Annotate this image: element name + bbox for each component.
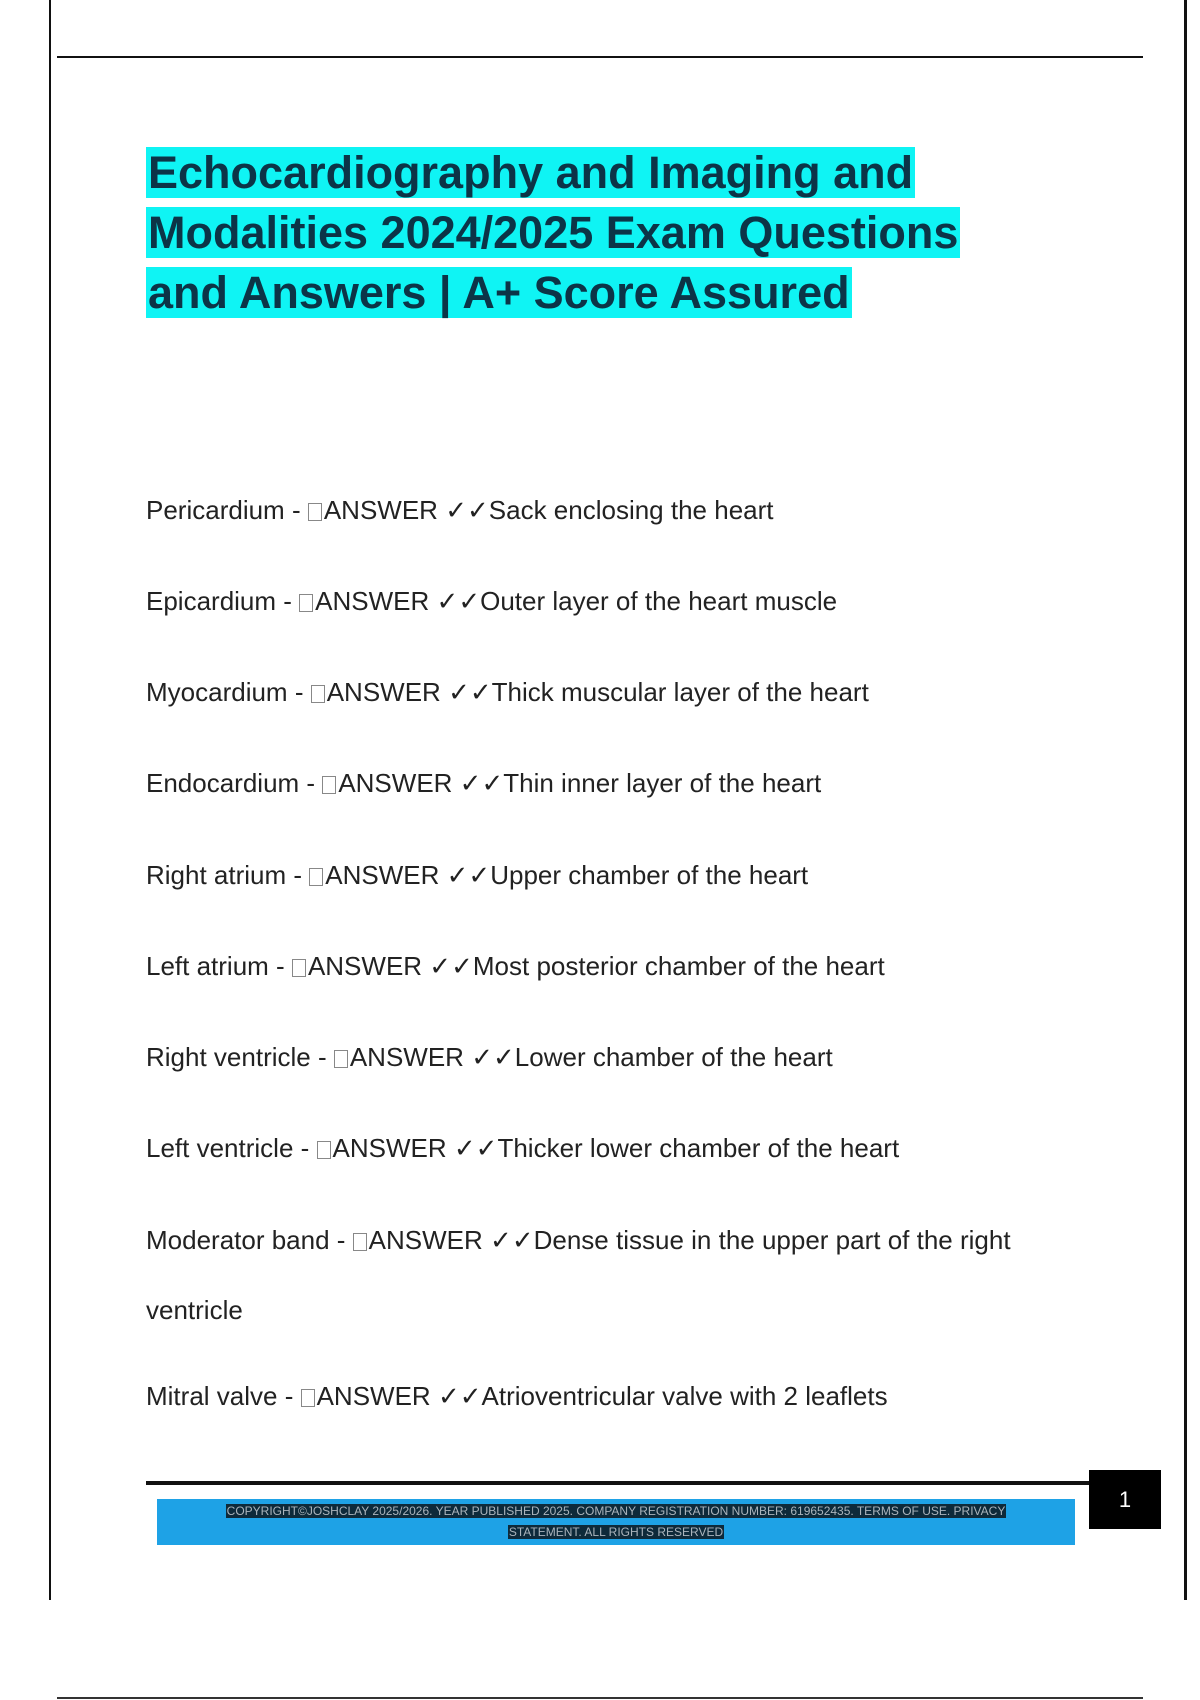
qa-separator: - [268,951,292,981]
qa-item [146,931,1106,1001]
missing-glyph-box-icon [299,594,313,612]
qa-answer-label: ANSWER [368,1225,483,1255]
qa-term: Moderator band [146,1225,330,1255]
header-rule [57,56,1143,58]
footer-rule [146,1481,1091,1485]
qa-separator: - [293,1133,317,1163]
missing-glyph-box-icon [309,868,323,886]
qa-answer-label: ANSWER [307,951,423,981]
qa-term: Left atrium [146,951,269,981]
qa-answer-label: ANSWER [349,1042,464,1072]
qa-term: Epicardium [146,586,277,616]
qa-answer: Outer layer of the heart muscle [480,586,838,616]
qa-answer-label: ANSWER [332,1133,447,1163]
qa-answer-label: ANSWER [316,1381,431,1411]
qa-answer-label: ANSWER [323,495,438,525]
qa-answer: Thicker lower chamber of the heart [497,1133,900,1163]
qa-item [146,1205,1106,1345]
missing-glyph-box-icon [311,685,325,703]
qa-separator: - [284,495,308,525]
document-title [146,143,1086,323]
qa-item [146,475,1106,545]
qa-term: Endocardium [146,768,300,798]
qa-term: Pericardium [146,495,285,525]
qa-answer-label: ANSWER [338,768,453,798]
checkmark-icon: ✓✓ [490,1225,534,1255]
qa-separator: - [276,586,300,616]
missing-glyph-box-icon [334,1050,348,1068]
checkmark-icon: ✓✓ [436,586,481,616]
qa-answer: Atrioventricular valve with 2 leaflets [481,1381,888,1411]
checkmark-icon: ✓✓ [445,495,489,525]
qa-separator: - [287,677,311,707]
qa-answer: Thick muscular layer of the heart [491,677,869,707]
checkmark-icon: ✓✓ [437,1381,482,1411]
qa-item [146,566,1106,636]
title-line-3: and Answers | A+ Score Assured [148,267,850,318]
qa-answer: Most posterior chamber of the heart [472,951,885,981]
qa-answer: Dense tissue in the upper part of the right ventricle [146,1225,1011,1325]
qa-term: Myocardium [146,677,288,707]
qa-answer-label: ANSWER [325,860,440,890]
page-number: 1 [1089,1470,1161,1529]
qa-separator: - [277,1381,301,1411]
missing-glyph-box-icon [317,1141,331,1159]
page-border-right [1184,0,1187,1600]
qa-term: Mitral valve [146,1381,278,1411]
missing-glyph-box-icon [322,776,336,794]
missing-glyph-box-icon [292,959,306,977]
qa-item [146,1113,1106,1183]
qa-item [146,1361,1106,1431]
checkmark-icon: ✓✓ [453,1133,498,1163]
qa-answer-label: ANSWER [326,677,441,707]
copyright-line-1: COPYRIGHT©JOSHCLAY 2025/2026. YEAR PUBLISHED 2025. COMPANY REGISTRATION NUMBER: 619652435. TERMS OF USE. PRIVACY [226,1504,1006,1518]
checkmark-icon: ✓✓ [429,951,473,981]
missing-glyph-box-icon [308,503,322,521]
qa-item [146,748,1106,818]
title-line-1: Echocardiography and Imaging and [148,147,914,198]
qa-term: Left ventricle [146,1133,294,1163]
qa-answer: Upper chamber of the heart [490,860,809,890]
missing-glyph-box-icon [353,1233,367,1251]
page-border-left [49,0,51,1600]
qa-term: Right atrium [146,860,287,890]
qa-separator: - [286,860,310,890]
qa-item [146,1022,1106,1092]
qa-answer: Sack enclosing the heart [488,495,774,525]
qa-item [146,840,1106,910]
qa-answer: Lower chamber of the heart [514,1042,833,1072]
copyright-line-2: STATEMENT. ALL RIGHTS RESERVED [508,1525,724,1539]
qa-term: Right ventricle [146,1042,311,1072]
qa-separator: - [299,768,323,798]
qa-answer-label: ANSWER [315,586,430,616]
qa-separator: - [310,1042,334,1072]
qa-separator: - [329,1225,353,1255]
qa-item [146,657,1106,727]
title-line-2: Modalities 2024/2025 Exam Questions [148,207,959,258]
next-page-rule [57,1697,1143,1699]
checkmark-icon: ✓✓ [448,677,492,707]
checkmark-icon: ✓✓ [446,860,491,890]
qa-answer: Thin inner layer of the heart [503,768,822,798]
checkmark-icon: ✓✓ [471,1042,515,1072]
missing-glyph-box-icon [301,1389,315,1407]
footer-copyright [157,1501,1075,1543]
checkmark-icon: ✓✓ [459,768,504,798]
